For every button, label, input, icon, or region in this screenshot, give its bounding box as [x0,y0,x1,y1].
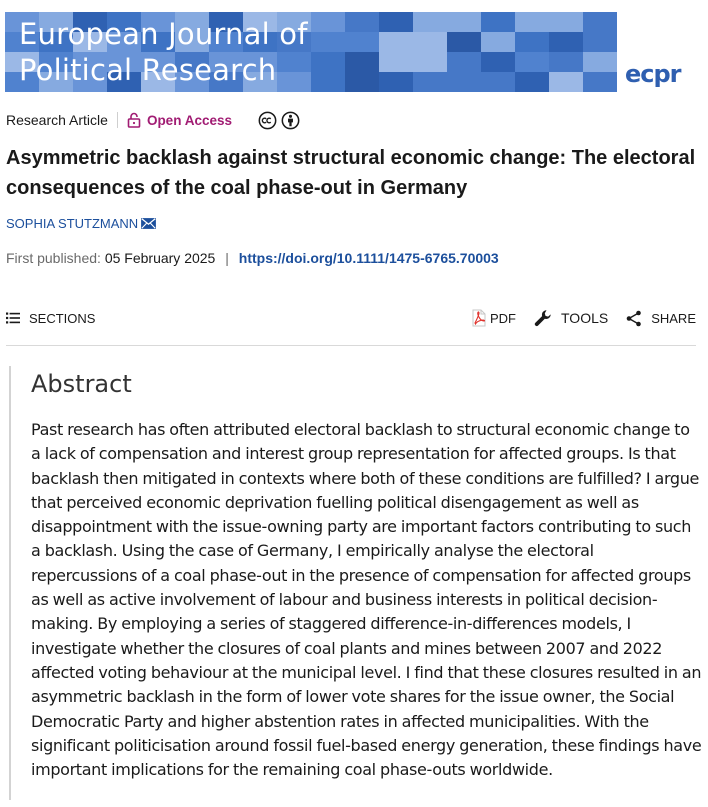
wrench-icon [534,309,553,328]
first-published-date: 05 February 2025 [104,250,216,266]
share-icon [626,310,642,327]
pdf-file-icon [472,309,486,327]
toolbar-divider [6,345,696,346]
first-published-label: First published: [6,250,101,266]
journal-banner[interactable] [5,12,707,92]
toolbar-actions [472,309,696,328]
publication-info [6,250,499,266]
creative-commons-icon[interactable] [258,111,277,130]
list-icon [6,312,20,324]
share-label: SHARE [651,310,696,326]
article-title: Asymmetric backlash against structural economic change: The electoral consequences of the coal phase-out in Germany [6,147,696,199]
share-button[interactable] [626,310,696,327]
pub-separator: | [225,250,229,266]
meta-divider [117,112,118,128]
article-type: Research Article [6,112,108,128]
abstract-heading: Abstract [31,370,132,398]
lock-open-icon [127,112,141,128]
abstract-text: Past research has often attributed electoral backlash to structural economic change to a lack of compensation and interest group representation for affected groups. Is that backlash then mitigated in contexts where both of these conditions are fulfilled? I argue that perceived economic deprivation fuelling political disengagement as well as disappointment with the issue-owning party are important factors contributing to such a backlash. Using the case of Germany, I empirically analyse the electoral repercussions of a coal phase-out in the presence of compensation for affected groups as well as active involvement of labour and business interests in political decision-making. By employing a series of staggered difference-in-differences models, I investigate whether the closures of coal plants and mines between 2007 and 2022 affected voting behaviour at the municipal level. I find that these closures resulted in an asymmetric backlash in the form of lower vote shares for the issue owner, the Social Democratic Party and higher abstention rates in affected municipalities. With the significant politicisation around fossil fuel-based energy generation, these findings have important implications for the remaining coal phase-outs worldwide. [31,420,702,780]
envelope-icon[interactable] [141,218,156,229]
journal-title-line-1: European Journal of [19,17,308,51]
pdf-label: PDF [490,310,516,326]
author-name[interactable]: SOPHIA STUTZMANN [6,216,139,231]
attribution-icon[interactable] [281,111,300,130]
sections-label: SECTIONS [29,310,96,326]
ecpr-logo[interactable]: ecpr [625,60,681,88]
journal-title-line-2: Political Research [19,53,277,87]
sections-button[interactable] [6,311,95,326]
open-access-badge[interactable]: Open Access [146,112,232,128]
tools-button[interactable] [534,309,608,328]
article-toolbar [6,306,696,330]
abstract-section [9,366,708,800]
pdf-button[interactable] [472,309,516,327]
tools-label: TOOLS [561,310,609,326]
doi-link[interactable]: https://doi.org/10.1111/1475-6765.70003 [238,250,499,266]
journal-title [19,16,308,88]
license-icons[interactable] [258,111,300,130]
author-row[interactable] [6,216,156,231]
article-meta-row [6,108,300,132]
